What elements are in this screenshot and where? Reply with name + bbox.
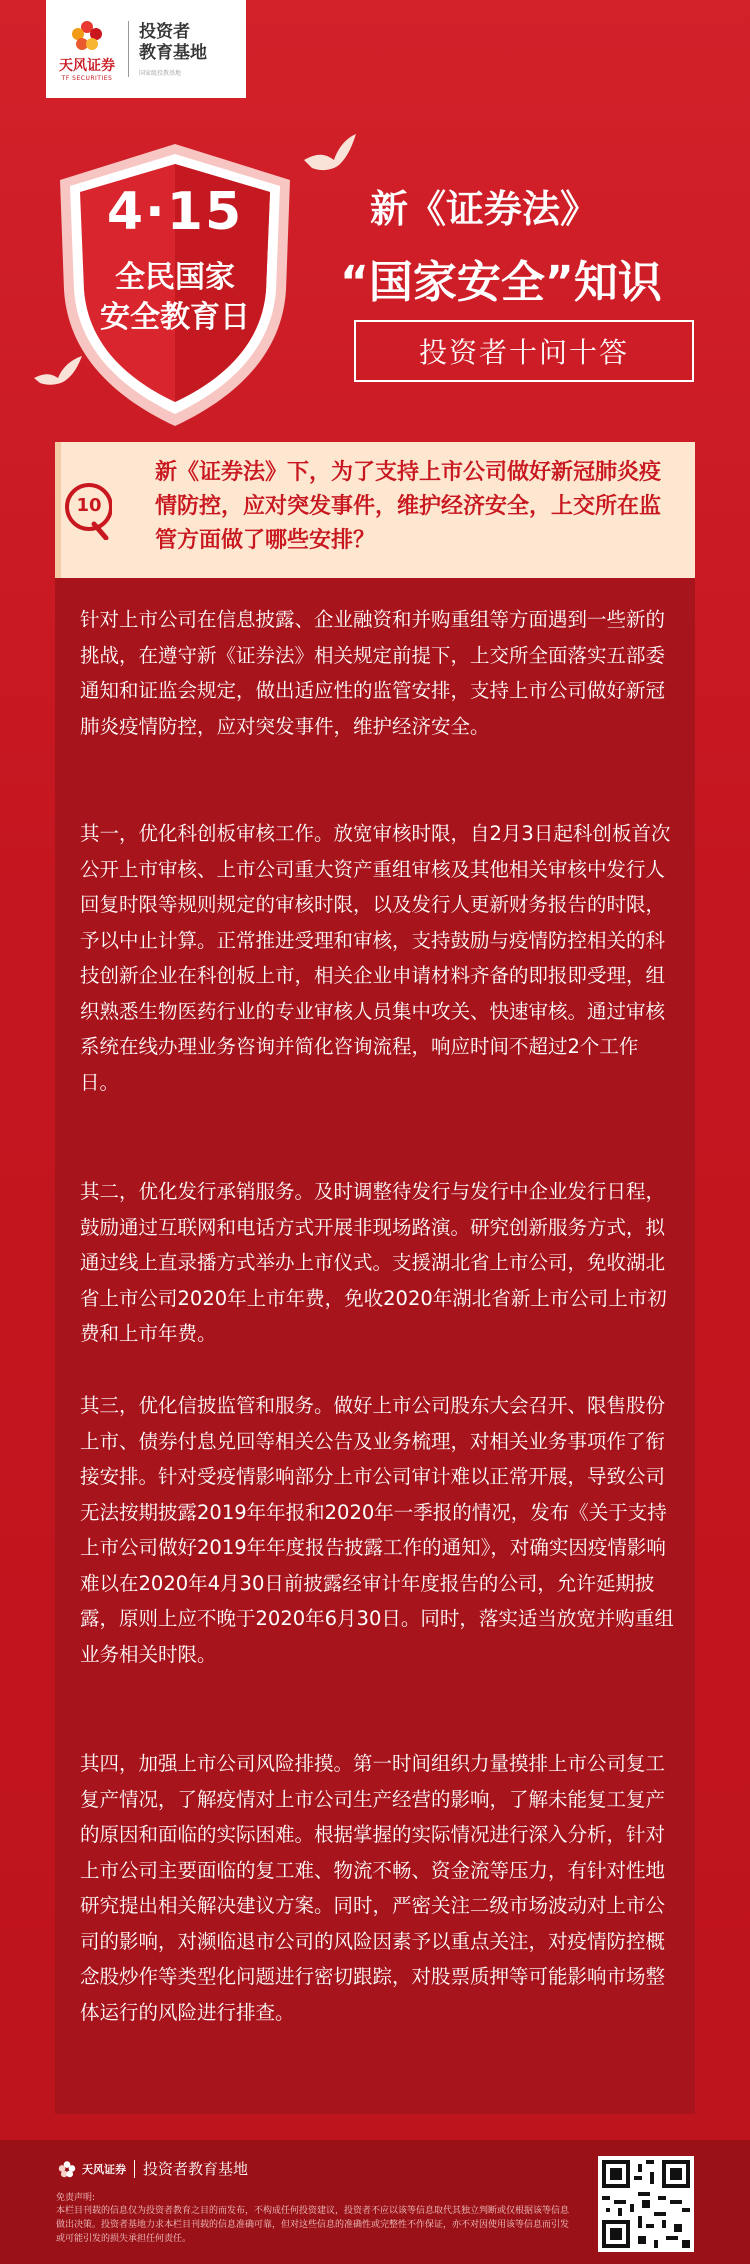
brand-logo (56, 17, 118, 82)
base-subtitle: 国家级投教基地 (139, 69, 182, 77)
logo-divider (128, 21, 129, 77)
dove-icon-small (32, 352, 86, 392)
question-badge (60, 480, 112, 540)
footer-title: 投资者教育基地 (143, 2160, 249, 2178)
answer-point-1: 其一，优化科创板审核工作。放宽审核时限，自2月3日起科创板首次公开上市审核、上市公司重大资产重组审核及其他相关审核中发行人回复时限等规则规定的审核时限，以及发行人更新财务报告的时限，予以中止计算。正常推进受理和审核，支持鼓励与疫情防控相关的科技创新企业在科创板上市，相关企业申请材料齐备的即报即受理，组织熟悉生物医药行业的专业审核人员集中攻关、快速审核。通过审核系统在线办理业务咨询并简化咨询流程，响应时间不超过2个工作日。 (80, 822, 671, 1094)
answer-point-2: 其二，优化发行承销服务。及时调整待发行与发行中企业发行日程，鼓励通过互联网和电话方式开展非现场路演。研究创新服务方式，拟通过线上直录播方式举办上市仪式。支援湖北省上市公司，免收湖北省上市公司2020年上市年费，免收2020年湖北省新上市公司上市初费和上市年费。 (80, 1180, 667, 1345)
shield-line1: 全民国家 (115, 260, 235, 295)
headline-line3: 投资者十问十答 (354, 320, 694, 382)
disclaimer-title: 免责声明: (56, 2193, 96, 2203)
brand-name-en: TF SECURITIES (61, 74, 113, 82)
qr-code-icon (598, 2156, 694, 2252)
headline-line2: “国家安全”知识 (340, 257, 662, 308)
question-number: 10 (76, 495, 102, 516)
shield-badge (50, 140, 300, 430)
disclaimer-text: 本栏目刊载的信息仅为投资者教育之目的而发布，不构成任何投资建议，投资者不应以该等信息取代其独立判断或仅根据该等信息做出决策。投资者基地力求本栏目刊载的信息准确可靠，但对这些信息的准确性或完整性不作保证，亦不对因使用该等信息而引发或可能引发的损失承担任何责任。 (56, 2206, 570, 2244)
flower-logo-icon (67, 17, 107, 53)
footer-brand-name: 天风证券 (82, 2162, 126, 2176)
dove-icon (300, 130, 360, 180)
footer-flower-logo-icon (56, 2159, 78, 2179)
question-text: 新《证券法》下，为了支持上市公司做好新冠肺炎疫情防控，应对突发事件，维护经济安全，上交所在监管方面做了哪些安排？ (155, 460, 662, 553)
qr-code[interactable] (598, 2156, 694, 2252)
shield-line2: 安全教育日 (100, 300, 250, 335)
footer-logo-divider (134, 2160, 135, 2178)
shield-date: 4·15 (106, 182, 244, 242)
footer-logo[interactable] (56, 2158, 248, 2179)
answer-point-3: 其三，优化信披监管和服务。做好上市公司股东大会召开、限售股份上市、债券付息兑回等相关公告及业务梳理，对相关业务事项作了衔接安排。针对受疫情影响部分上市公司审计难以正常开展，导致公司无法按期披露2019年年报和2020年一季报的情况，发布《关于支持上市公司做好2019年年度报告披露工作的通知》，对确实因疫情影响难以在2020年4月30日前披露经审计年度报告的公司，允许延期披露，原则上应不晚于2020年6月30日。同时，落实适当放宽并购重组业务相关时限。 (80, 1394, 674, 1666)
headline-line1: 新《证券法》 (370, 187, 599, 231)
brand-logo-box[interactable] (46, 0, 246, 98)
answer-intro: 针对上市公司在信息披露、企业融资和并购重组等方面遇到一些新的挑战，在遵守新《证券法》相关规定前提下，上交所全面落实五部委通知和证监会规定，做出适应性的监管安排，支持上市公司做好新冠肺炎疫情防控，应对突发事件，维护经济安全。 (80, 608, 666, 738)
answer-point-4: 其四，加强上市公司风险排摸。第一时间组织力量摸排上市公司复工复产情况，了解疫情对上市公司生产经营的影响，了解未能复工复产的原因和面临的实际困难。根据掌握的实际情况进行深入分析，针对上市公司主要面临的复工难、物流不畅、资金流等压力，有针对性地研究提出相关解决建议方案。同时，严密关注二级市场波动对上市公司的影响，对濒临退市公司的风险因素予以重点关注，对疫情防控概念股炒作等类型化问题进行密切跟踪，对股票质押等可能影响市场整体运行的风险进行排查。 (80, 1752, 666, 2024)
base-title-line1: 投资者 (139, 21, 190, 42)
brand-name-cn: 天风证券 (59, 57, 115, 74)
base-title-line2: 教育基地 (139, 42, 207, 63)
